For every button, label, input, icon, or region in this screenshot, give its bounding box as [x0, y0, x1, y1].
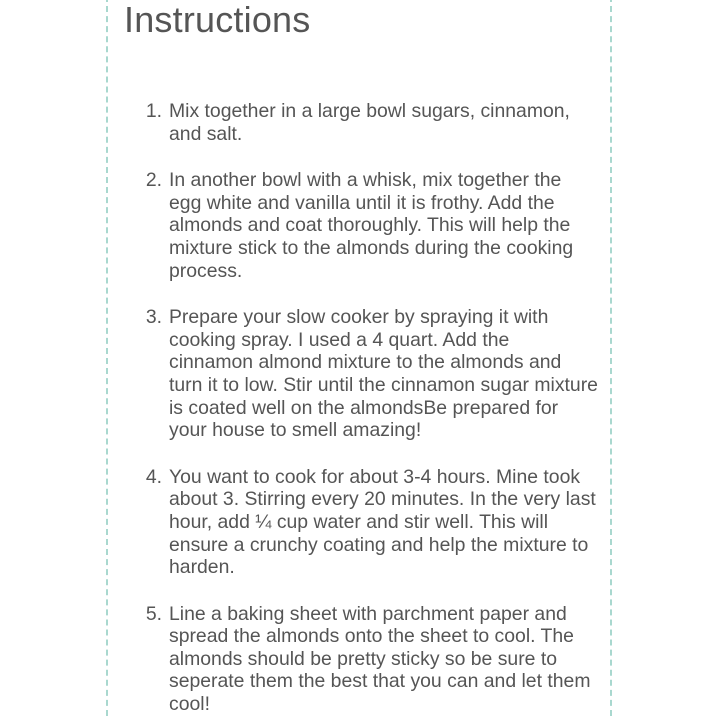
instruction-step-5 — [136, 603, 598, 716]
step-text: In another bowl with a whisk, mix together the egg white and vanilla until it is frothy. Add the almonds and coat thoroughly. This will help the mixture stick to the almonds during the cooking process. — [169, 169, 574, 282]
step-text: Line a baking sheet with parchment paper and spread the almonds onto the sheet to cool. The almonds should be pretty sticky so be sure to seperate them the best that you can and let them cool! — [169, 602, 591, 716]
step-number: 3. — [145, 306, 162, 329]
instruction-step-1 — [136, 100, 598, 145]
instruction-step-4 — [136, 466, 598, 579]
instruction-step-3 — [136, 306, 598, 442]
instruction-step-2 — [136, 169, 598, 282]
step-number: 1. — [145, 100, 162, 122]
step-text: Mix together in a large bowl sugars, cinnamon, and salt. — [169, 100, 570, 145]
step-text: You want to cook for about 3-4 hours. Mine took about 3. Stirring every 20 minutes. In the very last hour, add ¼ cup water and stir well. This will ensure a crunchy coating and help the mixture to harden. — [169, 465, 596, 579]
step-number: 2. — [145, 169, 162, 192]
step-text: Prepare your slow cooker by spraying it with cooking spray. I used a 4 quart. Add the cinnamon almond mixture to the almonds and turn it to low. Stir until the cinnamon sugar mixture is coated well on the almondsBe prepared for your house to smell amazing! — [169, 306, 598, 442]
instructions-card — [106, 0, 612, 719]
instructions-list — [136, 100, 598, 719]
instructions-heading: Instructions — [124, 0, 311, 40]
step-number: 4. — [145, 465, 162, 488]
step-number: 5. — [145, 602, 162, 625]
